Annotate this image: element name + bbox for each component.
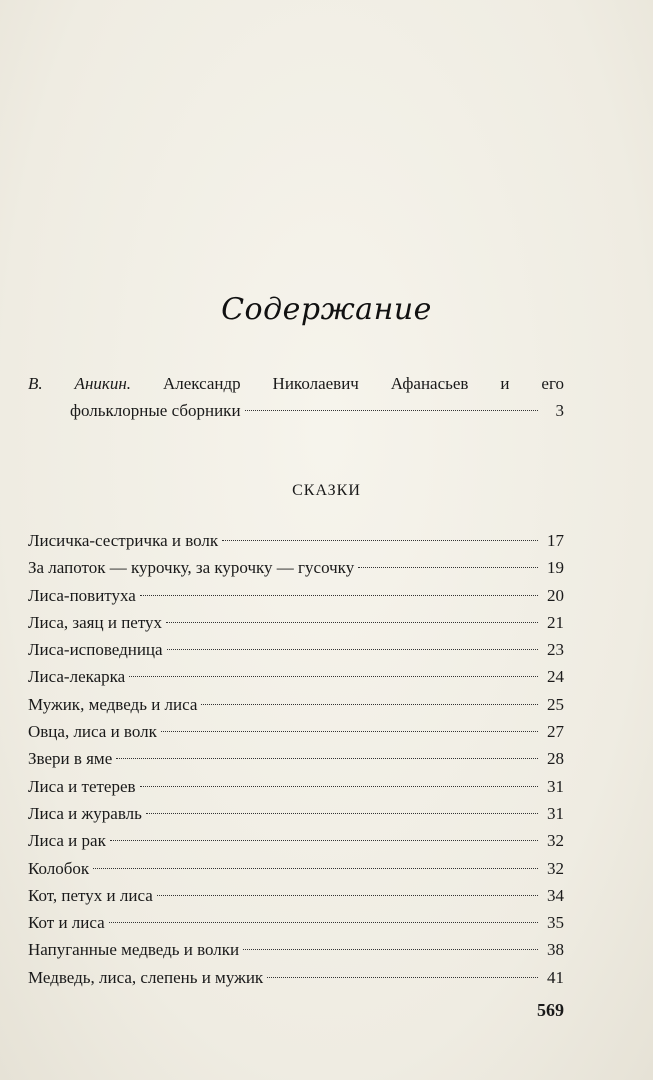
toc-entry-page: 31 — [547, 803, 564, 823]
toc-entry-page: 27 — [547, 722, 564, 742]
dot-leader — [157, 895, 538, 896]
toc-entry — [28, 527, 564, 554]
toc-entry — [28, 936, 564, 963]
dot-leader — [166, 622, 538, 623]
toc-entry — [28, 855, 564, 882]
toc-list — [28, 527, 564, 991]
dot-leader — [222, 540, 538, 541]
toc-entry-page: 32 — [547, 831, 564, 851]
toc-entry-page: 32 — [547, 858, 564, 878]
toc-entry-title: Лиса, заяц и петух — [28, 612, 163, 632]
toc-entry-title: Овца, лиса и волк — [28, 722, 157, 742]
toc-entry-page: 20 — [547, 585, 564, 605]
toc-entry — [28, 909, 564, 936]
dot-leader — [358, 567, 538, 568]
toc-entry-page: 41 — [547, 967, 564, 987]
toc-entry-page: 35 — [547, 913, 564, 933]
toc-entry — [28, 691, 564, 718]
toc-entry — [28, 882, 564, 909]
toc-entry-title: Лиса и тетерев — [28, 776, 136, 796]
toc-entry — [28, 609, 564, 636]
intro-line-2 — [28, 397, 564, 424]
contents-heading: Содержание — [221, 292, 432, 327]
toc-entry — [28, 800, 564, 827]
intro-line-1 — [28, 370, 564, 397]
toc-entry-page: 38 — [547, 940, 564, 960]
toc-entry — [28, 964, 564, 991]
intro-title-line-2: фольклорные сборники — [70, 401, 241, 420]
intro-title-line-1: Александр Николаевич Афанасьев и его — [162, 374, 564, 393]
toc-entry-title: Лиса и рак — [28, 831, 106, 851]
toc-entry-page: 17 — [547, 531, 564, 550]
dot-leader — [129, 676, 538, 677]
dot-leader — [110, 840, 538, 841]
toc-entry-title: Лиса и журавль — [28, 803, 142, 823]
toc-entry-title: Колобок — [28, 858, 90, 878]
dot-leader — [93, 868, 538, 869]
dot-leader — [140, 595, 538, 596]
toc-entry-title: За лапоток — курочку, за курочку — гусочку — [28, 558, 355, 578]
toc-entry-title: Мужик, медведь и лиса — [28, 694, 198, 714]
dot-leader — [116, 758, 538, 759]
toc-entry — [28, 582, 564, 609]
toc-entry-title: Лисичка-сестричка и волк — [28, 531, 219, 550]
toc-entry-title: Лиса-повитуха — [28, 585, 136, 605]
toc-entry-page: 24 — [547, 667, 564, 687]
toc-entry-page: 31 — [547, 776, 564, 796]
dot-leader — [109, 922, 538, 923]
section-title: СКАЗКИ — [292, 482, 361, 499]
toc-entry — [28, 827, 564, 854]
toc-entry-page: 23 — [547, 640, 564, 660]
toc-entry-title: Кот, петух и лиса — [28, 885, 153, 905]
toc-entry — [28, 636, 564, 663]
toc-entry — [28, 554, 564, 581]
toc-entry-title: Кот и лиса — [28, 913, 105, 933]
toc-entry-page: 21 — [547, 612, 564, 632]
toc-entry-title: Медведь, лиса, слепень и мужик — [28, 967, 264, 987]
dot-leader — [245, 410, 538, 411]
toc-entry — [28, 718, 564, 745]
toc-entry — [28, 773, 564, 800]
toc-entry — [28, 745, 564, 772]
dot-leader — [267, 977, 538, 978]
intro-page: 3 — [555, 401, 564, 420]
toc-entry-page: 25 — [547, 694, 564, 714]
toc-entry-page: 19 — [547, 558, 564, 578]
dot-leader — [146, 813, 538, 814]
dot-leader — [201, 704, 538, 705]
toc-entry-page: 34 — [547, 885, 564, 905]
toc-entry-page: 28 — [547, 749, 564, 769]
toc-entry-title: Лиса-лекарка — [28, 667, 126, 687]
toc-entry — [28, 663, 564, 690]
toc-entry-title: Лиса-исповедница — [28, 640, 163, 660]
dot-leader — [167, 649, 538, 650]
intro-entry — [28, 370, 564, 424]
page-number: 569 — [537, 1000, 564, 1020]
dot-leader — [161, 731, 538, 732]
dot-leader — [243, 949, 538, 950]
intro-author: В. Аникин. — [28, 374, 132, 393]
dot-leader — [140, 786, 538, 787]
toc-entry-title: Звери в яме — [28, 749, 113, 769]
toc-entry-title: Напуганные медведь и волки — [28, 940, 240, 960]
